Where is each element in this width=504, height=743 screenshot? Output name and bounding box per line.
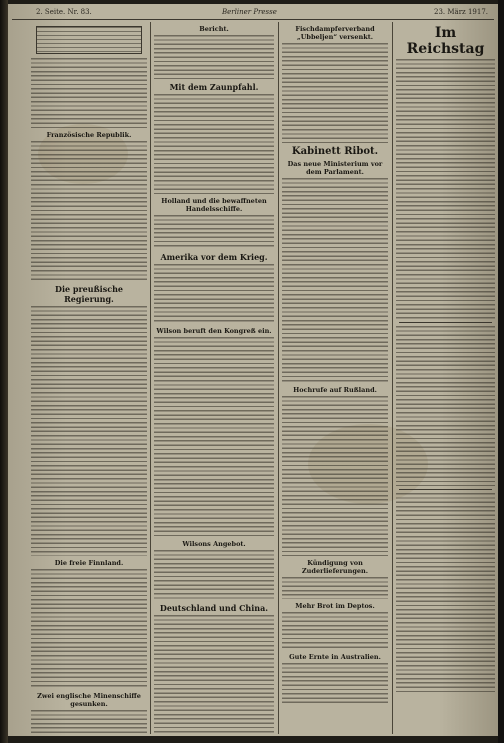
- article-text: [154, 215, 274, 249]
- column-2: [153, 22, 275, 734]
- article-text: [31, 58, 147, 128]
- column-rule: [392, 22, 393, 734]
- notice-box: [36, 26, 142, 54]
- article-text: [282, 663, 388, 703]
- article-text: [282, 577, 388, 599]
- page-number: 2. Seite. Nr. 83.: [36, 8, 92, 16]
- headline: Die preußische Regierung.: [55, 284, 123, 304]
- headline: Hochrufe auf Rußland.: [293, 386, 377, 394]
- article-text: [396, 326, 495, 486]
- article-text: [31, 710, 147, 734]
- header-rule: [12, 19, 494, 20]
- headline: Mehr Brot im Deptos.: [295, 602, 375, 610]
- headline: Kabinett Ribot.: [291, 146, 379, 157]
- headline: Kündigung von Zuderlieferungen.: [301, 559, 369, 575]
- page-edge: [498, 0, 504, 743]
- article-text: [282, 612, 388, 650]
- headline: Fischdampferverband „Ubbeljen“ versenkt.: [295, 25, 375, 41]
- headline: Deutschland und China.: [159, 603, 269, 613]
- article-text: [154, 615, 274, 734]
- article-text: [282, 43, 388, 143]
- page-header: [12, 6, 494, 18]
- headline: Holland und die bewaffneten Handelsschiffe.: [161, 197, 267, 213]
- headline: Gute Ernte in Australien.: [289, 653, 381, 661]
- column-4: [395, 22, 496, 734]
- paper-name: Berliner Presse: [222, 8, 277, 16]
- subheadline: Das neue Ministerium vor dem Parlament.: [287, 160, 383, 176]
- article-text: [154, 264, 274, 324]
- article-text: [396, 493, 495, 693]
- headline: Zwei englische Minenschiffe gesunken.: [37, 692, 141, 708]
- headline: Amerika vor dem Krieg.: [160, 252, 268, 262]
- section-rule: [399, 489, 492, 490]
- headline: Mit dem Zaunpfahl.: [169, 82, 259, 92]
- newspaper-page: [8, 4, 498, 736]
- headline: Französische Republik.: [46, 131, 132, 139]
- book-binding: [0, 0, 8, 743]
- article-text: [31, 306, 147, 556]
- article-text: [396, 59, 495, 319]
- section-rule: [399, 322, 492, 323]
- issue-date: 23. März 1917.: [434, 8, 488, 16]
- article-text: [282, 396, 388, 556]
- article-text: [154, 94, 274, 194]
- headline: Bericht.: [199, 25, 229, 33]
- column-1: [30, 22, 148, 734]
- article-text: [154, 337, 274, 537]
- article-text: [154, 550, 274, 600]
- headline: Die freie Finnland.: [54, 559, 124, 567]
- article-text: [31, 569, 147, 689]
- column-3: [281, 22, 389, 734]
- headline: Wilson beruft den Kongreß ein.: [156, 327, 272, 335]
- headline: Wilsons Angebot.: [182, 540, 246, 548]
- article-text: [282, 178, 388, 383]
- column-rule: [150, 22, 151, 734]
- article-text: [154, 35, 274, 79]
- article-text: [31, 141, 147, 281]
- column-rule: [278, 22, 279, 734]
- headline: Im Reichstag: [406, 25, 485, 57]
